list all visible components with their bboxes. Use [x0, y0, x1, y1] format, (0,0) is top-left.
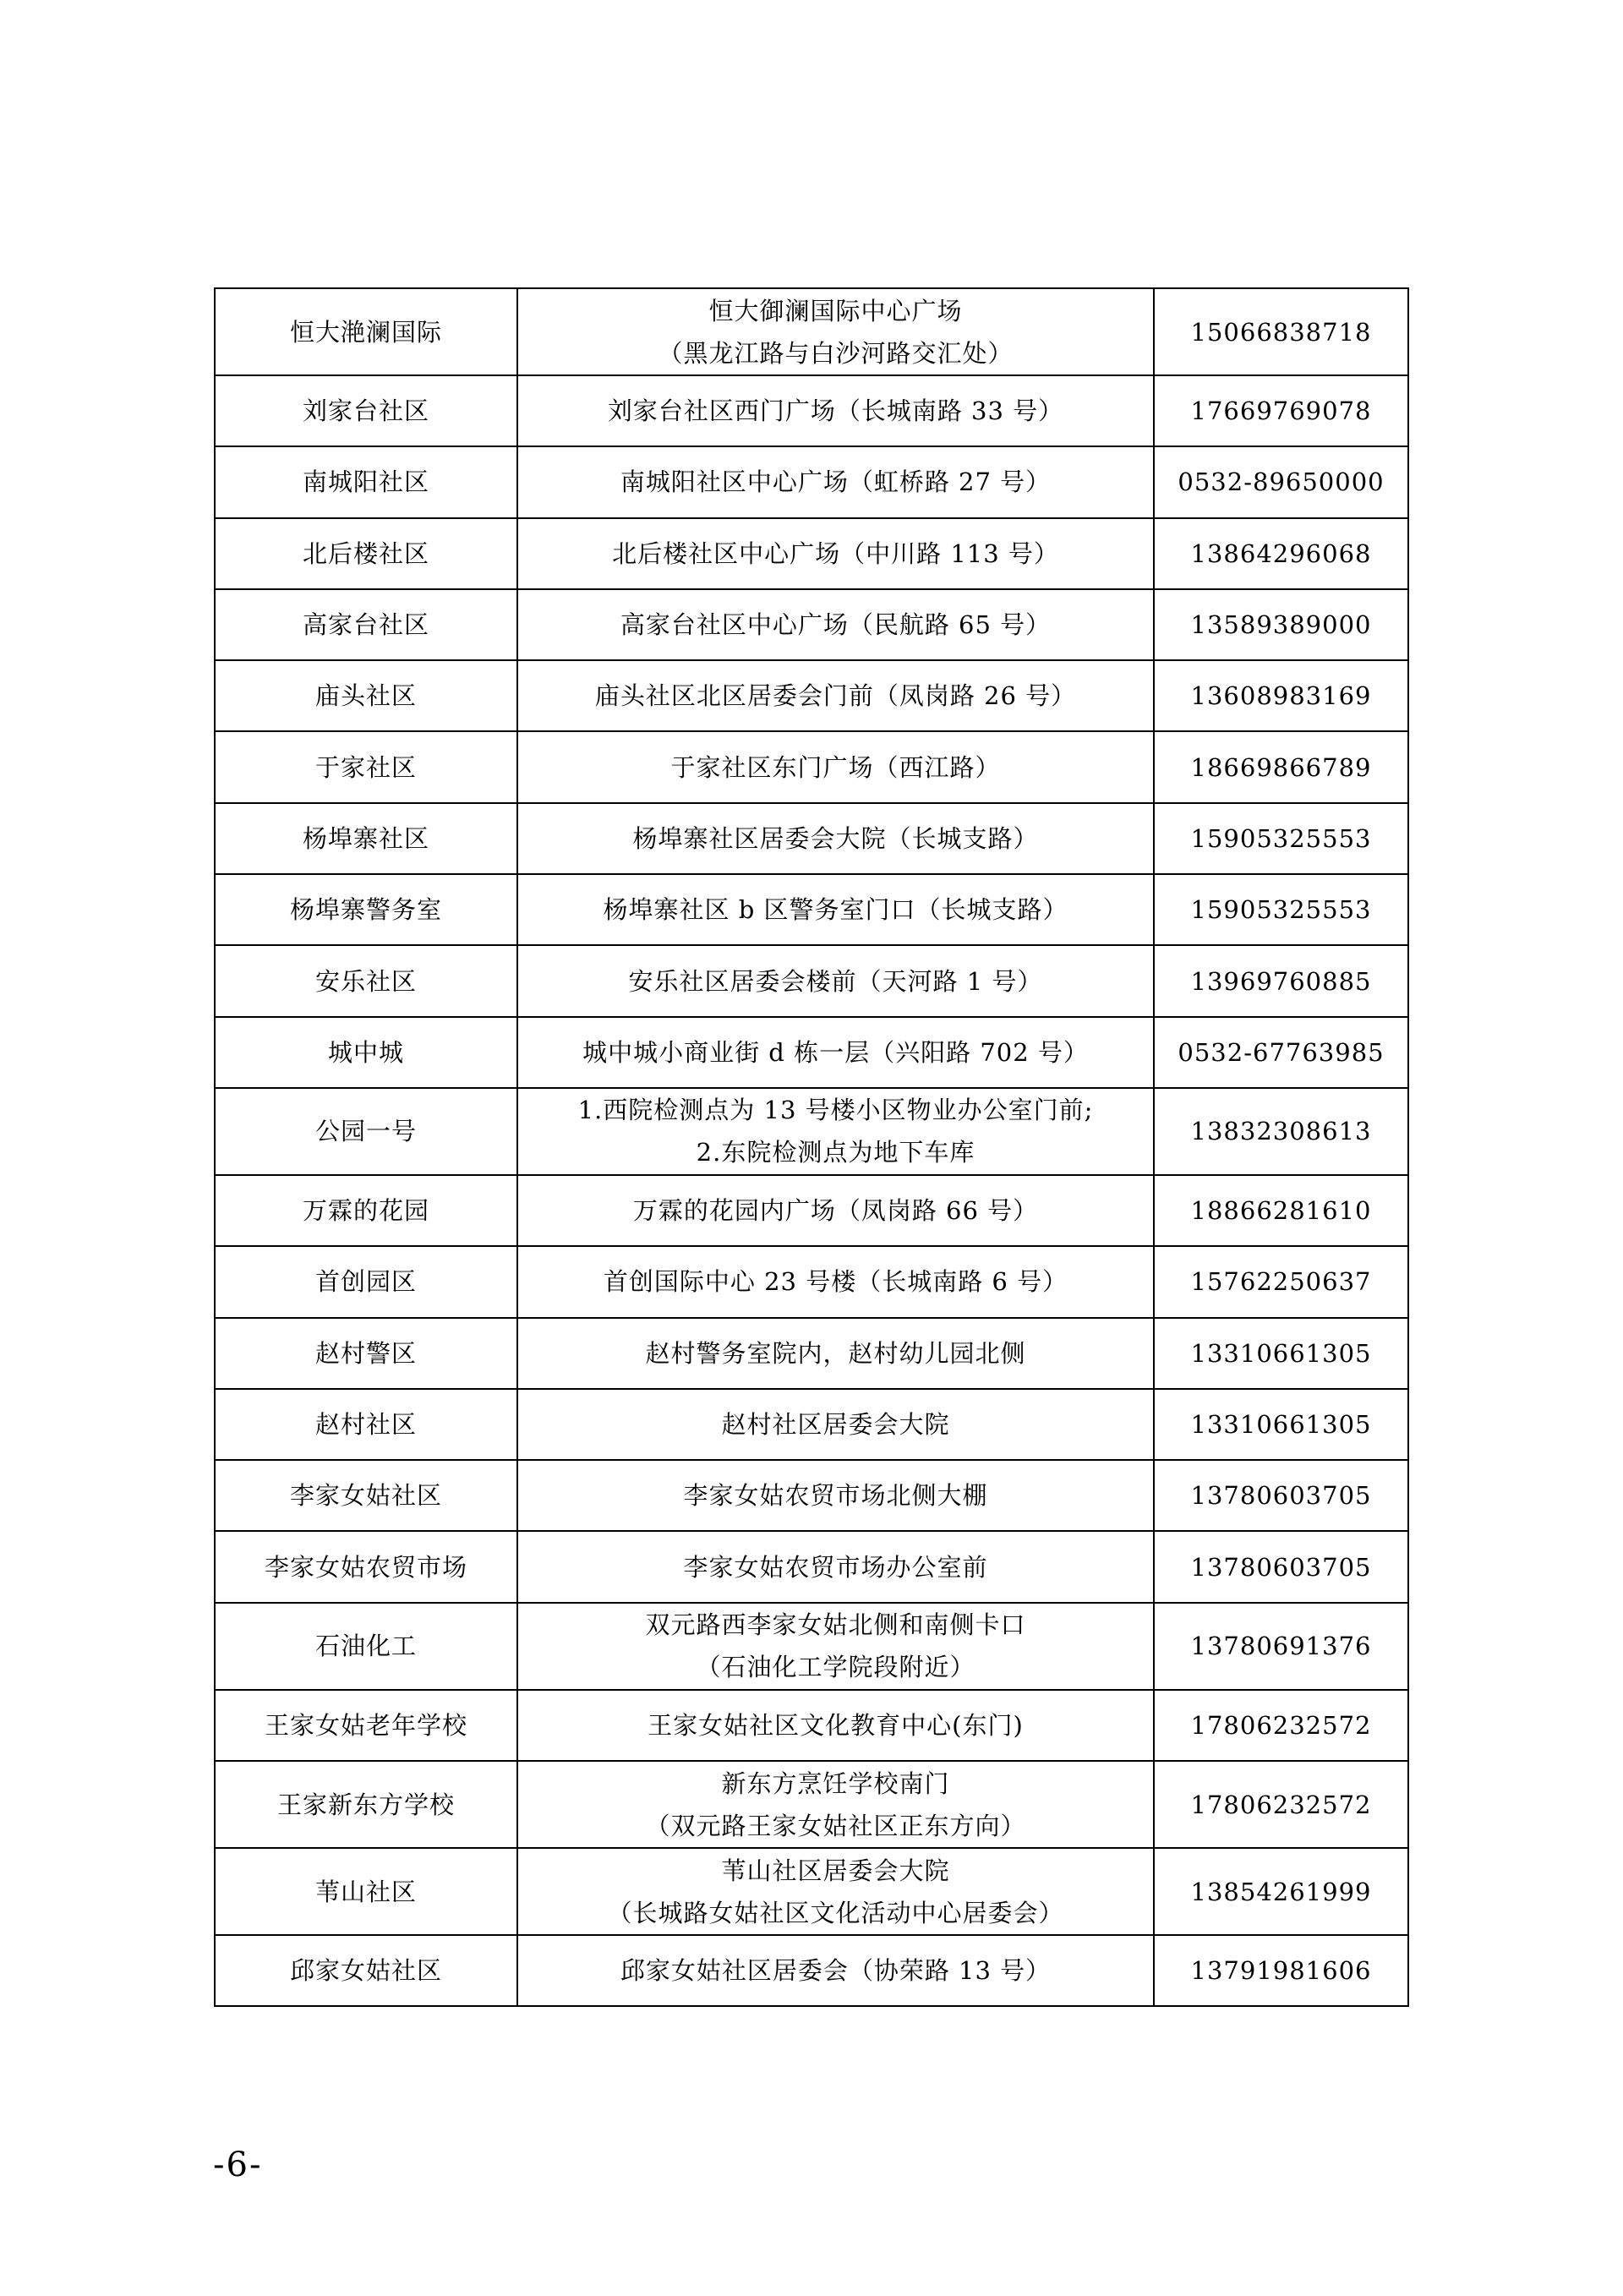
site-location-cell — [517, 874, 1154, 945]
site-name-cell: 李家女姑农贸市场 — [215, 1531, 517, 1602]
site-name-cell: 王家新东方学校 — [215, 1761, 517, 1848]
site-location-cell — [517, 1603, 1154, 1690]
site-name-cell: 高家台社区 — [215, 589, 517, 660]
table-row — [215, 1935, 1408, 2006]
site-name-cell: 万霖的花园 — [215, 1175, 517, 1246]
site-location-line: 刘家台社区西门广场（长城南路 33 号） — [607, 396, 1064, 426]
site-name-cell: 于家社区 — [215, 731, 517, 802]
site-location-line: 苇山社区居委会大院 — [721, 1856, 950, 1885]
site-name-cell: 杨埠寨警务室 — [215, 874, 517, 945]
table-row — [215, 874, 1408, 945]
site-name-cell: 庙头社区 — [215, 660, 517, 731]
site-name-cell: 北后楼社区 — [215, 518, 517, 589]
table-row — [215, 1017, 1408, 1088]
site-location-cell — [517, 1389, 1154, 1460]
site-location-line: 于家社区东门广场（西江路） — [670, 752, 1001, 782]
site-location-line: 北后楼社区中心广场（中川路 113 号） — [612, 538, 1059, 568]
site-location-line: （石油化工学院段附近） — [696, 1653, 975, 1682]
contact-phone-cell: 17806232572 — [1154, 1690, 1408, 1761]
contact-phone-cell: 13589389000 — [1154, 589, 1408, 660]
contact-phone-cell: 15905325553 — [1154, 803, 1408, 874]
site-name-cell: 杨埠寨社区 — [215, 803, 517, 874]
table-body — [215, 288, 1408, 2006]
site-location-cell — [517, 803, 1154, 874]
site-location-line: 王家女姑社区文化教育中心(东门) — [648, 1710, 1024, 1740]
contact-phone-cell: 13310661305 — [1154, 1389, 1408, 1460]
page-number: -6- — [213, 2146, 263, 2184]
site-name-cell: 赵村社区 — [215, 1389, 517, 1460]
site-location-cell — [517, 1017, 1154, 1088]
site-name-cell: 邱家女姑社区 — [215, 1935, 517, 2006]
site-location-line: 城中城小商业街 d 栋一层（兴阳路 702 号） — [582, 1037, 1089, 1067]
table-row — [215, 375, 1408, 446]
site-location-line: 南城阳社区中心广场（虹桥路 27 号） — [620, 467, 1052, 497]
contact-phone-cell: 13832308613 — [1154, 1088, 1408, 1175]
site-location-cell — [517, 1848, 1154, 1935]
site-location-line: 杨埠寨社区 b 区警务室门口（长城支路） — [603, 895, 1068, 925]
site-name-cell: 公园一号 — [215, 1088, 517, 1175]
table-row — [215, 1175, 1408, 1246]
table-row — [215, 1848, 1408, 1935]
site-location-line: 李家女姑农贸市场办公室前 — [683, 1552, 988, 1582]
table-row — [215, 1603, 1408, 1690]
contact-phone-cell: 17806232572 — [1154, 1761, 1408, 1848]
site-name-cell: 李家女姑社区 — [215, 1460, 517, 1531]
site-location-line: 2.东院检测点为地下车库 — [696, 1138, 975, 1167]
contact-phone-cell: 13780691376 — [1154, 1603, 1408, 1690]
contact-phone-cell: 18866281610 — [1154, 1175, 1408, 1246]
site-location-cell — [517, 446, 1154, 517]
site-location-line: 赵村警务室院内，赵村幼儿园北侧 — [645, 1338, 1026, 1368]
contact-phone-cell: 13864296068 — [1154, 518, 1408, 589]
table-row — [215, 1088, 1408, 1175]
contact-phone-cell: 17669769078 — [1154, 375, 1408, 446]
site-name-cell: 南城阳社区 — [215, 446, 517, 517]
site-location-line: 恒大御澜国际中心广场 — [708, 296, 963, 325]
site-location-cell — [517, 288, 1154, 375]
site-location-cell — [517, 1088, 1154, 1175]
site-location-cell — [517, 945, 1154, 1016]
table-row — [215, 731, 1408, 802]
table-row — [215, 660, 1408, 731]
site-location-line: （长城路女姑社区文化活动中心居委会） — [607, 1898, 1064, 1927]
site-location-line: 杨埠寨社区居委会大院（长城支路） — [632, 823, 1039, 853]
contact-phone-cell: 13969760885 — [1154, 945, 1408, 1016]
site-location-cell — [517, 1690, 1154, 1761]
site-location-cell — [517, 518, 1154, 589]
contact-phone-cell: 13854261999 — [1154, 1848, 1408, 1935]
table-row — [215, 803, 1408, 874]
contact-phone-cell: 0532-67763985 — [1154, 1017, 1408, 1088]
table-row — [215, 1246, 1408, 1317]
site-location-line: 李家女姑农贸市场北侧大棚 — [683, 1481, 988, 1511]
site-location-cell — [517, 1531, 1154, 1602]
site-location-line: 庙头社区北区居委会门前（凤岗路 26 号） — [594, 681, 1077, 711]
table-row — [215, 446, 1408, 517]
contact-phone-cell: 0532-89650000 — [1154, 446, 1408, 517]
contact-phone-cell: 15905325553 — [1154, 874, 1408, 945]
site-location-cell — [517, 731, 1154, 802]
table-row — [215, 1690, 1408, 1761]
site-location-line: 新东方烹饪学校南门 — [721, 1768, 950, 1798]
site-name-cell: 城中城 — [215, 1017, 517, 1088]
testing-sites-table — [214, 287, 1409, 2007]
contact-phone-cell: 15762250637 — [1154, 1246, 1408, 1317]
site-location-line: 赵村社区居委会大院 — [721, 1410, 950, 1439]
site-location-cell — [517, 1318, 1154, 1389]
contact-phone-cell: 13608983169 — [1154, 660, 1408, 731]
site-location-cell — [517, 660, 1154, 731]
site-name-cell: 苇山社区 — [215, 1848, 517, 1935]
site-name-cell: 安乐社区 — [215, 945, 517, 1016]
site-location-cell — [517, 1935, 1154, 2006]
site-location-cell — [517, 1246, 1154, 1317]
contact-phone-cell: 13780603705 — [1154, 1531, 1408, 1602]
site-name-cell: 石油化工 — [215, 1603, 517, 1690]
table-row — [215, 945, 1408, 1016]
contact-phone-cell: 15066838718 — [1154, 288, 1408, 375]
site-location-line: 安乐社区居委会楼前（天河路 1 号） — [628, 966, 1043, 996]
table-row — [215, 1318, 1408, 1389]
site-location-line: 1.西院检测点为 13 号楼小区物业办公室门前; — [577, 1096, 1094, 1125]
table-row — [215, 589, 1408, 660]
site-location-line: 双元路西李家女姑北侧和南侧卡口 — [645, 1610, 1026, 1640]
contact-phone-cell: 13310661305 — [1154, 1318, 1408, 1389]
site-location-cell — [517, 1175, 1154, 1246]
site-location-line: 高家台社区中心广场（民航路 65 号） — [620, 610, 1052, 640]
site-location-line: （双元路王家女姑社区正东方向） — [645, 1811, 1026, 1840]
site-name-cell: 王家女姑老年学校 — [215, 1690, 517, 1761]
table-row — [215, 1761, 1408, 1848]
contact-phone-cell: 13791981606 — [1154, 1935, 1408, 2006]
table-row — [215, 1460, 1408, 1531]
table-row — [215, 288, 1408, 375]
site-name-cell: 首创园区 — [215, 1246, 517, 1317]
table-row — [215, 1389, 1408, 1460]
site-location-cell — [517, 589, 1154, 660]
site-location-line: 邱家女姑社区居委会（协荣路 13 号） — [620, 1956, 1052, 1986]
site-name-cell: 刘家台社区 — [215, 375, 517, 446]
site-name-cell: 赵村警区 — [215, 1318, 517, 1389]
contact-phone-cell: 13780603705 — [1154, 1460, 1408, 1531]
site-location-cell — [517, 1460, 1154, 1531]
site-name-cell: 恒大滟澜国际 — [215, 288, 517, 375]
site-location-cell — [517, 1761, 1154, 1848]
site-location-line: 首创国际中心 23 号楼（长城南路 6 号） — [603, 1267, 1068, 1297]
table-row — [215, 518, 1408, 589]
site-location-line: 万霖的花园内广场（凤岗路 66 号） — [632, 1196, 1039, 1226]
site-location-cell — [517, 375, 1154, 446]
table-row — [215, 1531, 1408, 1602]
site-location-line: （黑龙江路与白沙河路交汇处） — [658, 338, 1014, 368]
contact-phone-cell: 18669866789 — [1154, 731, 1408, 802]
